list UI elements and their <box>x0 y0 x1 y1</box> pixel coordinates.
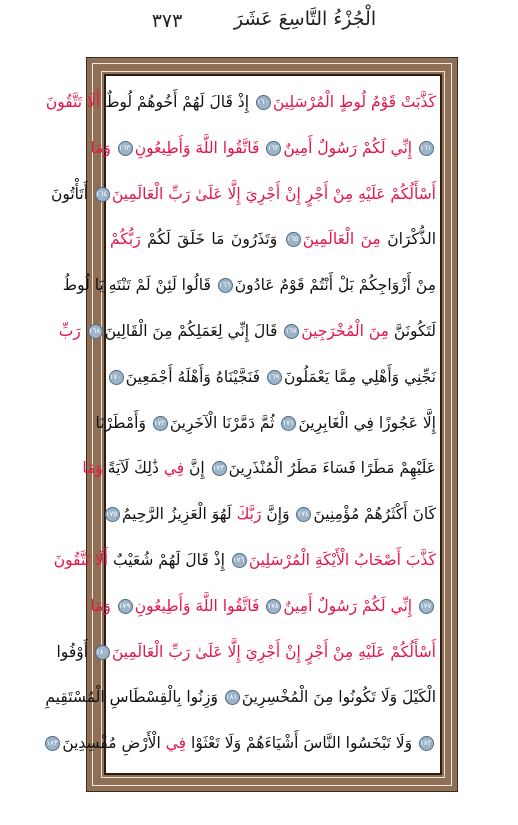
highlighted-text: إِنِّي لَكُمْ رَسُولٌ أَمِينٌ <box>283 596 417 615</box>
page-number: ٣٧٣ <box>151 10 183 32</box>
verse-text: إِنَّ <box>184 459 210 478</box>
verse-text: وَإِنَّ <box>261 505 295 524</box>
verse-text: وَلَا تَبْخَسُوا النَّاسَ أَشْيَاءَهُمْ وَلَا تَعْثَوْا <box>186 734 417 753</box>
verse-number-marker: ١٦٩ <box>267 370 282 385</box>
text-line <box>53 542 436 578</box>
highlighted-text: وَمَا <box>82 459 103 478</box>
verse-number-marker: ١٧٠ <box>109 370 124 385</box>
verse-number-marker: ١٨٠ <box>95 645 110 660</box>
highlighted-text: رَبِّ <box>58 322 86 340</box>
text-line <box>110 221 436 257</box>
text-line <box>50 176 436 212</box>
verse-text: أَتَأْتُونَ <box>50 184 93 203</box>
verse-number-marker: ١٧١ <box>281 416 296 431</box>
verse-number-marker: ١٦٥ <box>286 232 301 247</box>
text-line <box>105 496 436 532</box>
verse-number-marker: ١٧٤ <box>296 507 311 522</box>
highlighted-text: كَذَّبَتْ قَوْمُ لُوطٍ <box>334 93 436 111</box>
verse-text: الْأَرْضِ مُفْسِدِينَ <box>62 734 166 753</box>
highlighted-text: الْمُرْسَلِينَ <box>272 93 335 111</box>
highlighted-text: رَبُّكُمْ <box>110 230 141 249</box>
verse-text: الْكَيْلَ وَلَا تَكُونُوا مِنَ الْمُخْسِرِينَ <box>241 688 436 707</box>
verse-number-marker: ١٨٢ <box>419 736 434 751</box>
verse-number-marker: ١٧٥ <box>105 507 120 522</box>
verse-text: قَالَ إِنِّي لِعَمَلِكُمْ مِنَ الْقَالِينَ <box>104 322 283 340</box>
text-line <box>46 725 436 761</box>
highlighted-text: فِي <box>165 734 187 753</box>
verse-text: لَتَكُونَنَّ <box>388 322 436 340</box>
verse-text: قَالُوا لَئِنْ لَمْ تَنْتَهِ يَا لُوطُ <box>62 276 216 295</box>
highlighted-text: أَسْأَلُكُمْ عَلَيْهِ مِنْ أَجْرٍ إِنْ أَجْرِيَ إِلَّا عَلَىٰ رَبِّ الْعَالَمِينَ <box>111 184 436 203</box>
verse-number-marker: ١٦٢ <box>266 141 281 156</box>
verse-text: كَانَ أَكْثَرُهُمْ مُؤْمِنِينَ <box>313 505 436 524</box>
highlighted-text: أَسْأَلُكُمْ عَلَيْهِ مِنْ أَجْرٍ إِنْ أَجْرِيَ إِلَّا عَلَىٰ رَبِّ الْعَالَمِينَ <box>111 642 436 661</box>
highlighted-text: مِنَ الْعَالَمِينَ <box>302 230 381 249</box>
highlighted-text: أَلَا تَتَّقُونَ <box>53 551 109 569</box>
verse-number-marker: ١٨٣ <box>45 736 60 751</box>
verse-number-marker: ١٨١ <box>225 690 240 705</box>
verse-number-marker: ١٧٣ <box>212 461 227 476</box>
verse-text: أَوْفُوا <box>56 642 93 661</box>
text-line <box>95 405 436 441</box>
verse-text: ذَٰلِكَ لَآيَةً <box>102 459 164 478</box>
highlighted-text: فَاتَّقُوا اللَّهَ وَأَطِيعُونِ <box>134 138 265 157</box>
verse-number-marker: ١٧٩ <box>118 599 133 614</box>
verse-text: ثُمَّ دَمَّرْنَا الْآخَرِينَ <box>169 413 280 432</box>
verse-number-marker: ١٧٨ <box>266 599 281 614</box>
verse-number-marker: ١٦٦ <box>218 278 233 293</box>
text-line <box>45 84 436 120</box>
verse-text: عَلَيْهِمْ مَطَرًا فَسَاءَ مَطَرُ الْمُنْذَرِينَ <box>228 459 436 478</box>
verse-text: لَهُوَ الْعَزِيزُ الرَّحِيمُ <box>121 505 237 524</box>
text-line <box>110 359 436 395</box>
verse-text: مِنْ أَزْوَاجِكُمْ بَلْ أَنْتُمْ قَوْمٌ عَادُونَ <box>234 276 436 295</box>
text-line <box>90 588 436 624</box>
verse-number-marker: ١٧٧ <box>419 599 434 614</box>
verse-number-marker: ١٦٠ <box>256 95 271 110</box>
page-header <box>0 0 518 52</box>
verse-text: وَزِنُوا بِالْقِسْطَاسِ الْمُسْتَقِيمِ <box>45 688 223 707</box>
text-line <box>82 450 436 486</box>
highlighted-text: وَمَا <box>90 138 116 157</box>
verse-number-marker: ١٦٣ <box>118 141 133 156</box>
highlighted-text: وَمَا <box>90 596 116 615</box>
highlighted-text: إِنِّي لَكُمْ رَسُولٌ أَمِينٌ <box>283 138 417 157</box>
juz-title: الْجُزْءُ التَّاسِعَ عَشَرَ <box>233 8 377 30</box>
verse-number-marker: ١٦٨ <box>88 324 103 339</box>
highlighted-text: فَاتَّقُوا اللَّهَ وَأَطِيعُونِ <box>134 596 265 615</box>
highlighted-text: مِنَ الْمُخْرَجِينَ <box>301 322 389 340</box>
verse-text: إِذْ قَالَ لَهُمْ أَخُوهُمْ لُوطٌ <box>100 93 254 111</box>
highlighted-text: رَبَّكَ <box>236 505 262 524</box>
verse-text: الذُّكْرَانَ <box>380 230 437 249</box>
verse-text: إِذْ قَالَ لَهُمْ شُعَيْبٌ <box>108 551 230 569</box>
verse-number-marker: ١٦١ <box>419 141 434 156</box>
highlighted-text: أَلَا تَتَّقُونَ <box>45 93 101 111</box>
highlighted-text: كَذَّبَ أَصْحَابُ الْأَيْكَةِ الْمُرْسَلِينَ <box>248 551 436 569</box>
text-line <box>90 130 436 166</box>
verse-text: وَتَذَرُونَ مَا خَلَقَ لَكُمْ <box>140 230 284 249</box>
verse-text: إِلَّا عَجُوزًا فِي الْغَابِرِينَ <box>298 413 436 432</box>
verse-text: وَأَمْطَرْنَا <box>95 413 151 432</box>
verse-number-marker: ١٧٦ <box>232 553 247 568</box>
verse-text: نَجِّنِي وَأَهْلِي مِمَّا يَعْمَلُونَ <box>284 367 436 386</box>
verse-number-marker: ١٦٤ <box>95 187 110 202</box>
text-lines <box>45 82 437 772</box>
verse-number-marker: ١٧٢ <box>153 416 168 431</box>
text-line <box>58 313 436 349</box>
text-line <box>62 267 436 303</box>
verse-number-marker: ١٦٧ <box>284 324 299 339</box>
verse-text: فَنَجَّيْنَاهُ وَأَهْلَهُ أَجْمَعِينَ <box>125 367 266 386</box>
text-line <box>56 634 436 670</box>
text-line <box>45 679 436 715</box>
highlighted-text: فِي <box>163 459 185 478</box>
